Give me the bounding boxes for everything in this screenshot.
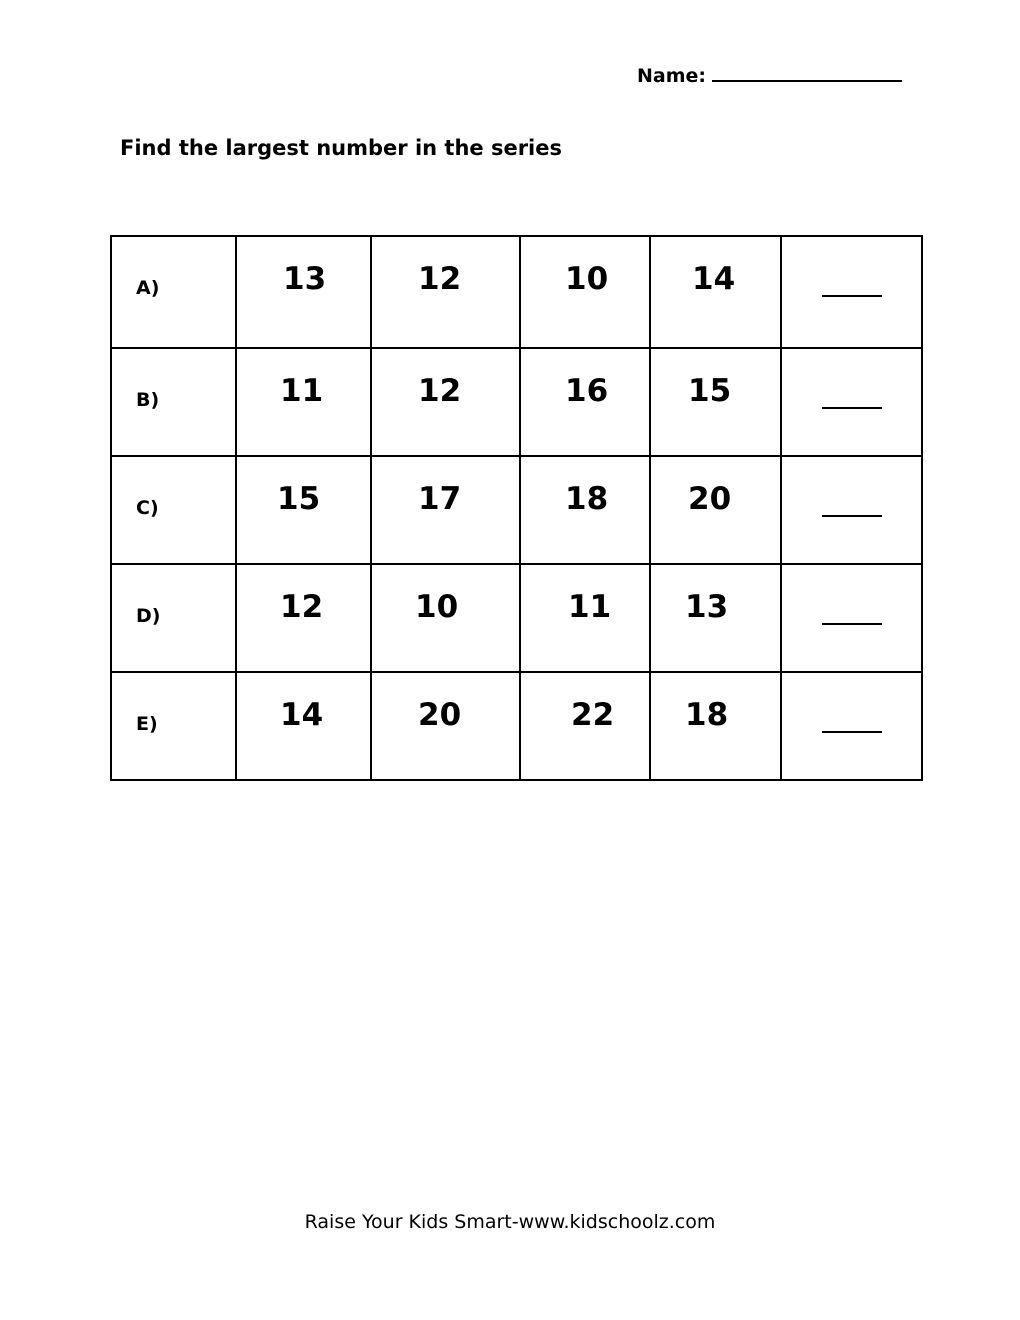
number: 18 <box>685 697 729 733</box>
number: 14 <box>692 261 736 297</box>
row-label: B) <box>136 389 160 411</box>
answer-blank-line[interactable] <box>822 515 882 517</box>
answer-blank-line[interactable] <box>822 731 882 733</box>
number-cell <box>520 456 650 564</box>
number-cell <box>650 236 781 348</box>
number-cell <box>371 672 520 780</box>
table-row <box>111 236 922 348</box>
table-row <box>111 672 922 780</box>
number-cell <box>650 672 781 780</box>
number: 11 <box>568 589 612 625</box>
answer-cell[interactable] <box>781 236 922 348</box>
number: 10 <box>415 589 459 625</box>
number: 12 <box>280 589 324 625</box>
number: 18 <box>565 481 609 517</box>
number-cell <box>650 456 781 564</box>
table-row <box>111 456 922 564</box>
row-label-cell <box>111 564 236 672</box>
number-cell <box>371 348 520 456</box>
row-label: E) <box>136 713 158 735</box>
number: 17 <box>418 481 462 517</box>
row-label-cell <box>111 672 236 780</box>
number: 10 <box>565 261 609 297</box>
number-cell <box>520 348 650 456</box>
row-label-cell <box>111 456 236 564</box>
number-cell <box>236 348 371 456</box>
table-row <box>111 348 922 456</box>
row-label: A) <box>136 277 160 299</box>
row-label: C) <box>136 497 159 519</box>
number: 15 <box>688 373 732 409</box>
footer-credit: Raise Your Kids Smart-www.kidschoolz.com <box>304 1211 716 1233</box>
number: 13 <box>283 261 327 297</box>
row-label-cell <box>111 348 236 456</box>
answer-blank-line[interactable] <box>822 407 882 409</box>
answer-cell[interactable] <box>781 672 922 780</box>
number: 12 <box>418 261 462 297</box>
answer-cell[interactable] <box>781 456 922 564</box>
number: 14 <box>280 697 324 733</box>
number-cell <box>371 236 520 348</box>
number-cell <box>520 672 650 780</box>
number: 13 <box>685 589 729 625</box>
number-cell <box>650 348 781 456</box>
answer-blank-line[interactable] <box>822 623 882 625</box>
number-cell <box>371 564 520 672</box>
number-cell <box>650 564 781 672</box>
number: 15 <box>277 481 321 517</box>
name-blank-line[interactable] <box>712 62 902 82</box>
number: 11 <box>280 373 324 409</box>
row-label-cell <box>111 236 236 348</box>
number-series-table <box>110 235 923 781</box>
answer-cell[interactable] <box>781 564 922 672</box>
table-row <box>111 564 922 672</box>
number-cell <box>520 564 650 672</box>
number-cell <box>236 236 371 348</box>
row-label: D) <box>136 605 161 627</box>
number-cell <box>520 236 650 348</box>
number-cell <box>371 456 520 564</box>
number-cell <box>236 672 371 780</box>
name-label: Name: <box>637 65 707 87</box>
worksheet-instruction: Find the largest number in the series <box>120 136 562 160</box>
number-cell <box>236 564 371 672</box>
number: 20 <box>688 481 732 517</box>
number: 16 <box>565 373 609 409</box>
number: 20 <box>418 697 462 733</box>
number: 12 <box>418 373 462 409</box>
number: 22 <box>571 697 615 733</box>
number-cell <box>236 456 371 564</box>
answer-blank-line[interactable] <box>822 295 882 297</box>
name-field <box>637 62 902 87</box>
answer-cell[interactable] <box>781 348 922 456</box>
